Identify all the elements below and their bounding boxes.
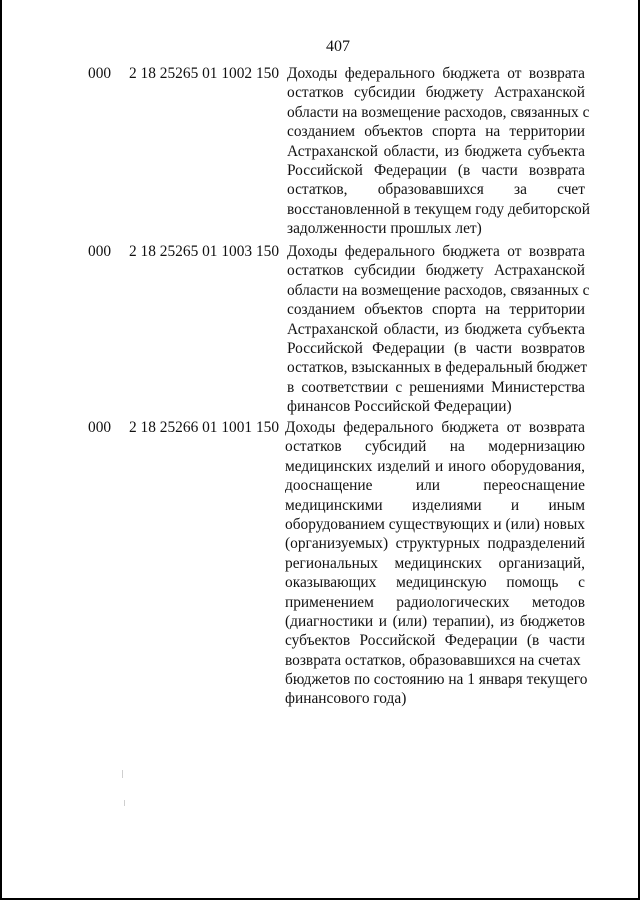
description-line: области на возмещение расходов, связанных с	[287, 281, 590, 299]
description-line: оборудованием существующих и (или) новых	[285, 515, 585, 533]
description-line: оказывающих медицинскую помощь с	[285, 574, 585, 592]
description-line: остатков, взысканных в федеральный бюджет	[287, 359, 588, 377]
description-line: в соответствии с решениями Министерства	[287, 378, 585, 396]
description-line: остатков субсидии бюджету Астраханской	[287, 84, 585, 102]
description-line: области на возмещение расходов, связанных с	[287, 103, 590, 121]
entry-description	[287, 64, 590, 239]
budget-classification-code: 2 18 25265 01 1002 150	[129, 65, 280, 82]
description-line: остатков субсидии бюджету Астраханской	[287, 262, 585, 280]
scan-border-left	[0, 0, 2, 900]
description-line: возврата остатков, образовавшихся на счетах	[285, 651, 581, 669]
scan-artifact	[124, 800, 125, 806]
entry-description	[287, 242, 590, 417]
admin-code: 000	[88, 243, 112, 260]
description-line: восстановленной в текущем году дебиторской	[287, 200, 590, 218]
description-line: Российской Федерации (в части возвратов	[287, 339, 585, 357]
description-line: субъектов Российской Федерации (в части	[285, 632, 585, 650]
description-line: финансового года)	[285, 690, 407, 708]
description-line: задолженности прошлых лет)	[287, 220, 482, 238]
admin-code: 000	[88, 65, 112, 82]
admin-code: 000	[88, 419, 112, 436]
description-line: финансов Российской Федерации)	[287, 398, 512, 416]
description-line: медицинскими изделиями и иным	[285, 496, 585, 514]
description-line: созданием объектов спорта на территории	[287, 123, 585, 141]
description-line: бюджетов по состоянию на 1 января текущего	[285, 671, 588, 689]
description-line: Российской Федерации (в части возврата	[287, 161, 585, 179]
description-line: региональных медицинских организаций,	[285, 554, 585, 572]
entry-description	[285, 418, 588, 709]
description-line: созданием объектов спорта на территории	[287, 301, 585, 319]
budget-classification-code: 2 18 25265 01 1003 150	[129, 243, 280, 260]
description-line: Астраханской области, из бюджета субъекта	[287, 320, 585, 338]
description-line: Доходы федерального бюджета от возврата	[287, 65, 585, 82]
description-line: (диагностики и (или) терапии), из бюджетов	[285, 612, 585, 630]
description-line: остатков субсидий на модернизацию	[285, 438, 585, 456]
description-line: Доходы федерального бюджета от возврата	[285, 419, 585, 436]
description-line: остатков, образовавшихся за счет	[287, 181, 585, 199]
description-line: применением радиологических методов	[285, 593, 585, 611]
description-line: дооснащение или переоснащение	[285, 477, 585, 495]
description-line: (организуемых) структурных подразделений	[285, 535, 585, 553]
scan-artifact	[122, 770, 123, 778]
budget-classification-code: 2 18 25266 01 1001 150	[129, 419, 280, 436]
description-line: Доходы федерального бюджета от возврата	[287, 243, 585, 260]
description-line: медицинских изделий и иного оборудования,	[285, 457, 585, 475]
description-line: Астраханской области, из бюджета субъекта	[287, 142, 585, 160]
page-number: 407	[326, 38, 350, 55]
